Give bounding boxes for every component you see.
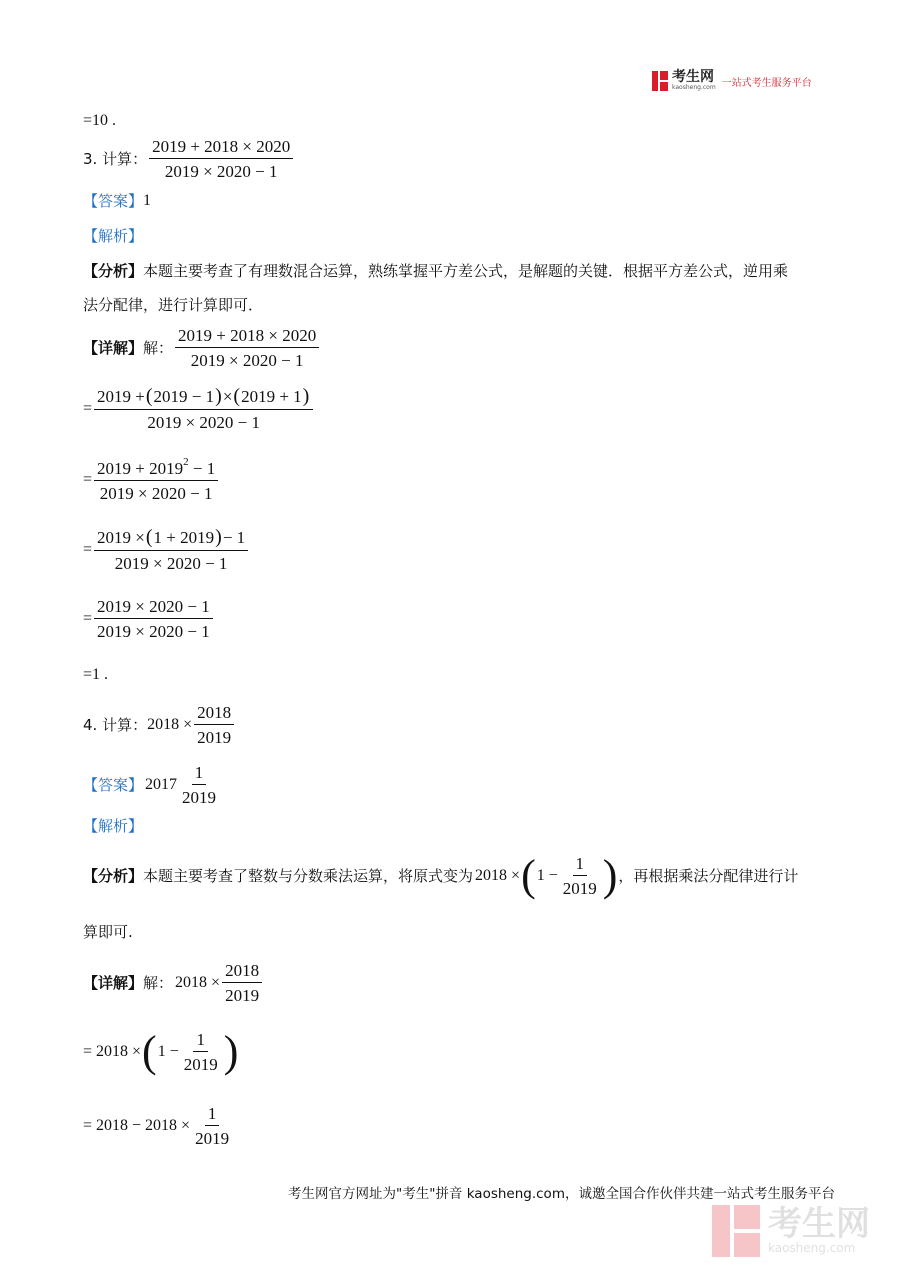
q3-step4-den: 2019 × 2020 − 1 bbox=[97, 622, 210, 641]
q4-step1-frac bbox=[181, 1031, 221, 1073]
q3-step1: = 2019 + ( 2019 − 1 ) × ( 2019 + 1 ) 2019 × 2020 − 1 bbox=[83, 386, 315, 431]
q3-step4: = $\frac{2019 \times 2020 - 1}{2019 \times 2020 - 1}$ bbox=[83, 598, 215, 640]
watermark-cn: 考生网 bbox=[768, 1204, 870, 1244]
q4-fenxi-tag: 【分析】 bbox=[83, 866, 144, 885]
q4-fenxi-den: 2019 bbox=[562, 879, 597, 898]
logo-url: kaosheng.com bbox=[672, 84, 716, 91]
q4-analysis bbox=[83, 819, 143, 834]
q3-analysis-tag: 【解析】 bbox=[83, 227, 144, 245]
q4-xiangjie bbox=[83, 962, 264, 1004]
q3-num: 2019 + 2018 × 2020 bbox=[149, 138, 293, 159]
q3-fraction bbox=[149, 138, 293, 180]
q3-step3-num: 2019 × ( 1 + 2019 ) − 1 bbox=[94, 527, 248, 551]
top-result-text: =10 . bbox=[83, 112, 117, 129]
q3-step2-a: 2019 + 2019 bbox=[97, 459, 184, 478]
q4-step1: = 2018 × ( 1 − $\frac{1}{2019}$ ) bbox=[83, 1027, 239, 1076]
watermark bbox=[712, 1205, 870, 1257]
q3-step1-d: 2019 + 1 bbox=[241, 386, 302, 406]
q3-final bbox=[83, 667, 108, 683]
q3-step3: = 2019 × ( 1 + 2019 ) − 1 2019 × 2020 − 1 bbox=[83, 527, 250, 572]
q4-label: 4. 计算： bbox=[83, 715, 148, 734]
q4-answer bbox=[83, 764, 221, 806]
q3-answer bbox=[83, 193, 151, 209]
q3-step2-frac bbox=[94, 457, 218, 502]
q4-step0-den: 2019 bbox=[225, 986, 260, 1005]
q3-fenxi-tag: 【分析】 bbox=[83, 262, 144, 280]
q4-step1-inner: 1 − bbox=[157, 1043, 179, 1060]
q3-analysis bbox=[83, 229, 143, 244]
q4-expr-a: 2018 × bbox=[147, 716, 193, 733]
q3-step2-sup: 2 bbox=[183, 456, 189, 468]
q4-question bbox=[83, 704, 236, 746]
q4-step0-frac bbox=[222, 962, 262, 1004]
header-logo bbox=[652, 70, 812, 91]
q3-xiangjie bbox=[83, 327, 321, 369]
q3-question bbox=[83, 138, 295, 180]
q4-step2-den: 2019 bbox=[195, 1129, 230, 1148]
q4-step0-a: 2018 × bbox=[175, 974, 221, 991]
q3-step1-b: 2019 − 1 bbox=[153, 386, 215, 406]
q3-final-text: =1 . bbox=[83, 666, 109, 683]
q4-step1-a: = 2018 × bbox=[83, 1043, 142, 1060]
q3-step1-num: 2019 + ( 2019 − 1 ) × ( 2019 + 1 ) bbox=[94, 386, 313, 410]
q4-expr-frac bbox=[194, 704, 234, 746]
q3-label: 3. 计算： bbox=[83, 149, 148, 168]
watermark-logo-icon bbox=[712, 1205, 760, 1257]
q3-step4-num: 2019 × 2020 − 1 bbox=[94, 598, 213, 619]
top-result bbox=[83, 113, 116, 129]
q4-fenxi-line2: 算即可. bbox=[83, 923, 133, 941]
q4-fenxi: 【分析】 本题主要考查了整数与分数乘法运算，将原式变为 2018 × ( 1 − $\frac{1}{2019}$ ) ，再根据乘法分配律进行计 bbox=[83, 851, 799, 900]
q4-fenxi-a: 本题主要考查了整数与分数乘法运算，将原式变为 bbox=[143, 866, 474, 885]
q4-analysis-tag: 【解析】 bbox=[83, 817, 144, 835]
q3-step2-num bbox=[94, 457, 218, 481]
q4-answer-den: 2019 bbox=[182, 788, 217, 807]
q4-answer-tag: 【答案】 bbox=[83, 775, 144, 794]
q4-expr-num: 2018 bbox=[194, 704, 234, 725]
q3-step0-num: 2019 + 2018 × 2020 bbox=[175, 327, 319, 348]
footer-text: 考生网官方网址为"考生"拼音 kaosheng.com，诚邀全国合作伙伴共建一站式考生服务平台 bbox=[288, 1186, 835, 1202]
q4-fenxi-expr: 2018 × bbox=[475, 867, 521, 884]
q4-step2-frac bbox=[192, 1105, 232, 1147]
q3-step1-c: × bbox=[222, 386, 233, 406]
q4-step1-den: 2019 bbox=[183, 1055, 218, 1074]
q3-step3-a: 2019 × bbox=[97, 527, 145, 547]
q4-step2-num: 1 bbox=[205, 1105, 220, 1126]
q4-fenxi-b: ，再根据乘法分配律进行计 bbox=[618, 866, 799, 885]
q3-answer-tag: 【答案】 bbox=[83, 191, 144, 210]
q4-step2-a: = 2018 − 2018 × bbox=[83, 1117, 191, 1134]
q3-step1-frac bbox=[94, 386, 313, 431]
logo-text: 考生网 bbox=[672, 69, 714, 85]
q3-step2-b: − 1 bbox=[188, 459, 216, 478]
q4-xiangjie-tag: 【详解】 bbox=[83, 973, 144, 992]
q3-fenxi-line2: 法分配律，进行计算即可． bbox=[83, 296, 264, 314]
q4-jie: 解： bbox=[143, 973, 174, 992]
q3-xiangjie-tag: 【详解】 bbox=[83, 338, 144, 357]
q3-den: 2019 × 2020 − 1 bbox=[164, 162, 278, 181]
q3-step1-a: 2019 + bbox=[97, 386, 145, 406]
logo-mark-icon bbox=[652, 71, 668, 91]
q4-step0-num: 2018 bbox=[222, 962, 262, 983]
watermark-en: kaosheng.com bbox=[768, 1241, 856, 1255]
q3-fenxi-line1: 本题主要考查了有理数混合运算，熟练掌握平方差公式，是解题的关键．根据平方差公式，逆用乘 bbox=[143, 262, 789, 280]
q3-step0 bbox=[175, 327, 319, 369]
q4-expr-den: 2019 bbox=[197, 728, 232, 747]
q4-fenxi-frac bbox=[560, 855, 600, 897]
q3-jie: 解： bbox=[143, 338, 174, 357]
q4-step1-num: 1 bbox=[193, 1031, 208, 1052]
q4-fenxi-num: 1 bbox=[573, 855, 588, 876]
q3-step3-den: 2019 × 2020 − 1 bbox=[114, 554, 228, 573]
q4-answer-int: 2017 bbox=[145, 776, 178, 793]
q3-step1-den: 2019 × 2020 − 1 bbox=[147, 413, 261, 432]
q3-step2: = $\frac{2019 + 2019^2 - 1}{2019 \times 2020 - 1}$ bbox=[83, 457, 220, 502]
q3-step0-den: 2019 × 2020 − 1 bbox=[190, 351, 304, 370]
q4-fenxi-cont bbox=[83, 925, 133, 940]
q3-step3-c: − 1 bbox=[222, 527, 246, 547]
q3-step2-den: 2019 × 2020 − 1 bbox=[99, 484, 213, 503]
q3-step4-frac bbox=[94, 598, 213, 640]
q4-answer-num: 1 bbox=[192, 764, 207, 785]
q3-fenxi-cont bbox=[83, 298, 263, 313]
q4-step2 bbox=[83, 1105, 234, 1147]
q3-step3-frac bbox=[94, 527, 248, 572]
q3-answer-value: 1 bbox=[143, 192, 152, 209]
q3-fenxi bbox=[83, 264, 788, 279]
q3-step3-b: 1 + 2019 bbox=[153, 527, 215, 547]
header-slogan: 一站式考生服务平台 bbox=[721, 78, 812, 90]
q4-fenxi-inner: 1 − bbox=[536, 867, 558, 884]
q4-answer-frac bbox=[179, 764, 219, 806]
